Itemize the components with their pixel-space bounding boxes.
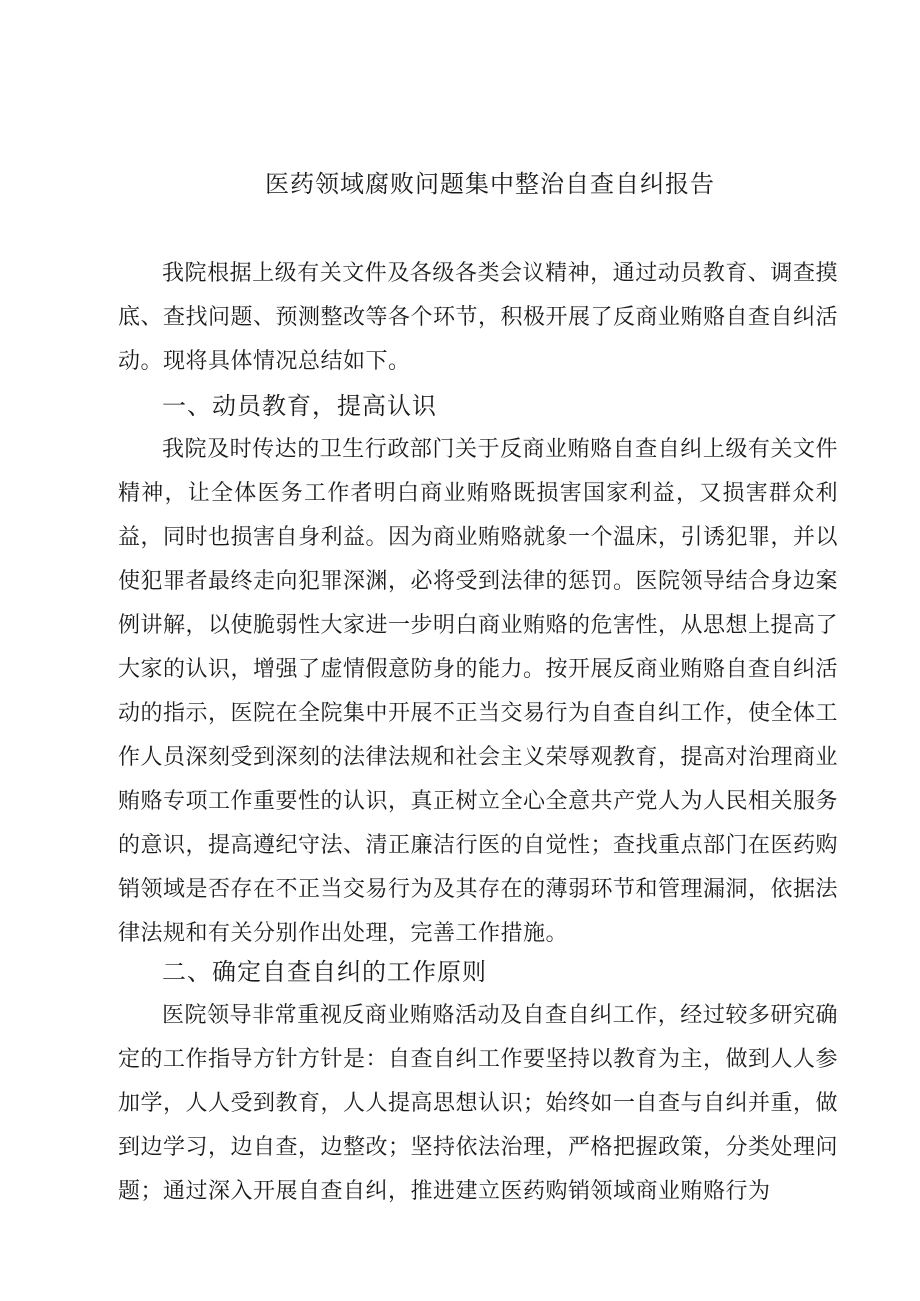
section-1-paragraph: 我院及时传达的卫生行政部门关于反商业贿赂自查自纠上级有关文件精神，让全体医务工作者明白商业贿赂既损害国家利益，又损害群众利益，同时也损害自身利益。因为商业贿赂就象一个温床，引诱犯罪，并以使犯罪者最终走向犯罪深渊，必将受到法律的惩罚。医院领导结合身边案例讲解，以使脆弱性大家进一步明白商业贿赂的危害性，从思想上提高了大家的认识，增强了虚情假意防身的能力。按开展反商业贿赂自查自纠活动的指示，医院在全院集中开展不正当交易行为自查自纠工作，使全体工作人员深刻受到深刻的法律法规和社会主义荣辱观教育，提高对治理商业贿赂专项工作重要性的认识，真正树立全心全意共产党人为人民相关服务的意识，提高遵纪守法、清正廉洁行医的自觉性；查找重点部门在医药购销领域是否存在不正当交易行为及其存在的薄弱环节和管理漏洞，依据法律法规和有关分别作出处理，完善工作措施。: [118, 437, 839, 946]
document-title: 医药领域腐败问题集中整治自查自纠报告: [265, 170, 715, 198]
section-1-heading: 一、动员教育，提高认识: [162, 392, 437, 420]
section-2-paragraph: 医院领导非常重视反商业贿赂活动及自查自纠工作，经过较多研究确定的工作指导方针方针是：自查自纠工作要坚持以教育为主，做到人人参加学，人人受到教育，人人提高思想认识；始终如一自查与自纠并重，做到边学习，边自查，边整改；坚持依法治理，严格把握政策，分类处理问题；通过深入开展自查自纠，推进建立医药购销领域商业贿赂行为: [118, 1003, 839, 1204]
intro-paragraph: 我院根据上级有关文件及各级各类会议精神，通过动员教育、调查摸底、查找问题、预测整改等各个环节，积极开展了反商业贿赂自查自纠活动。现将具体情况总结如下。: [118, 261, 839, 374]
section-2-heading: 二、确定自查自纠的工作原则: [162, 958, 487, 986]
